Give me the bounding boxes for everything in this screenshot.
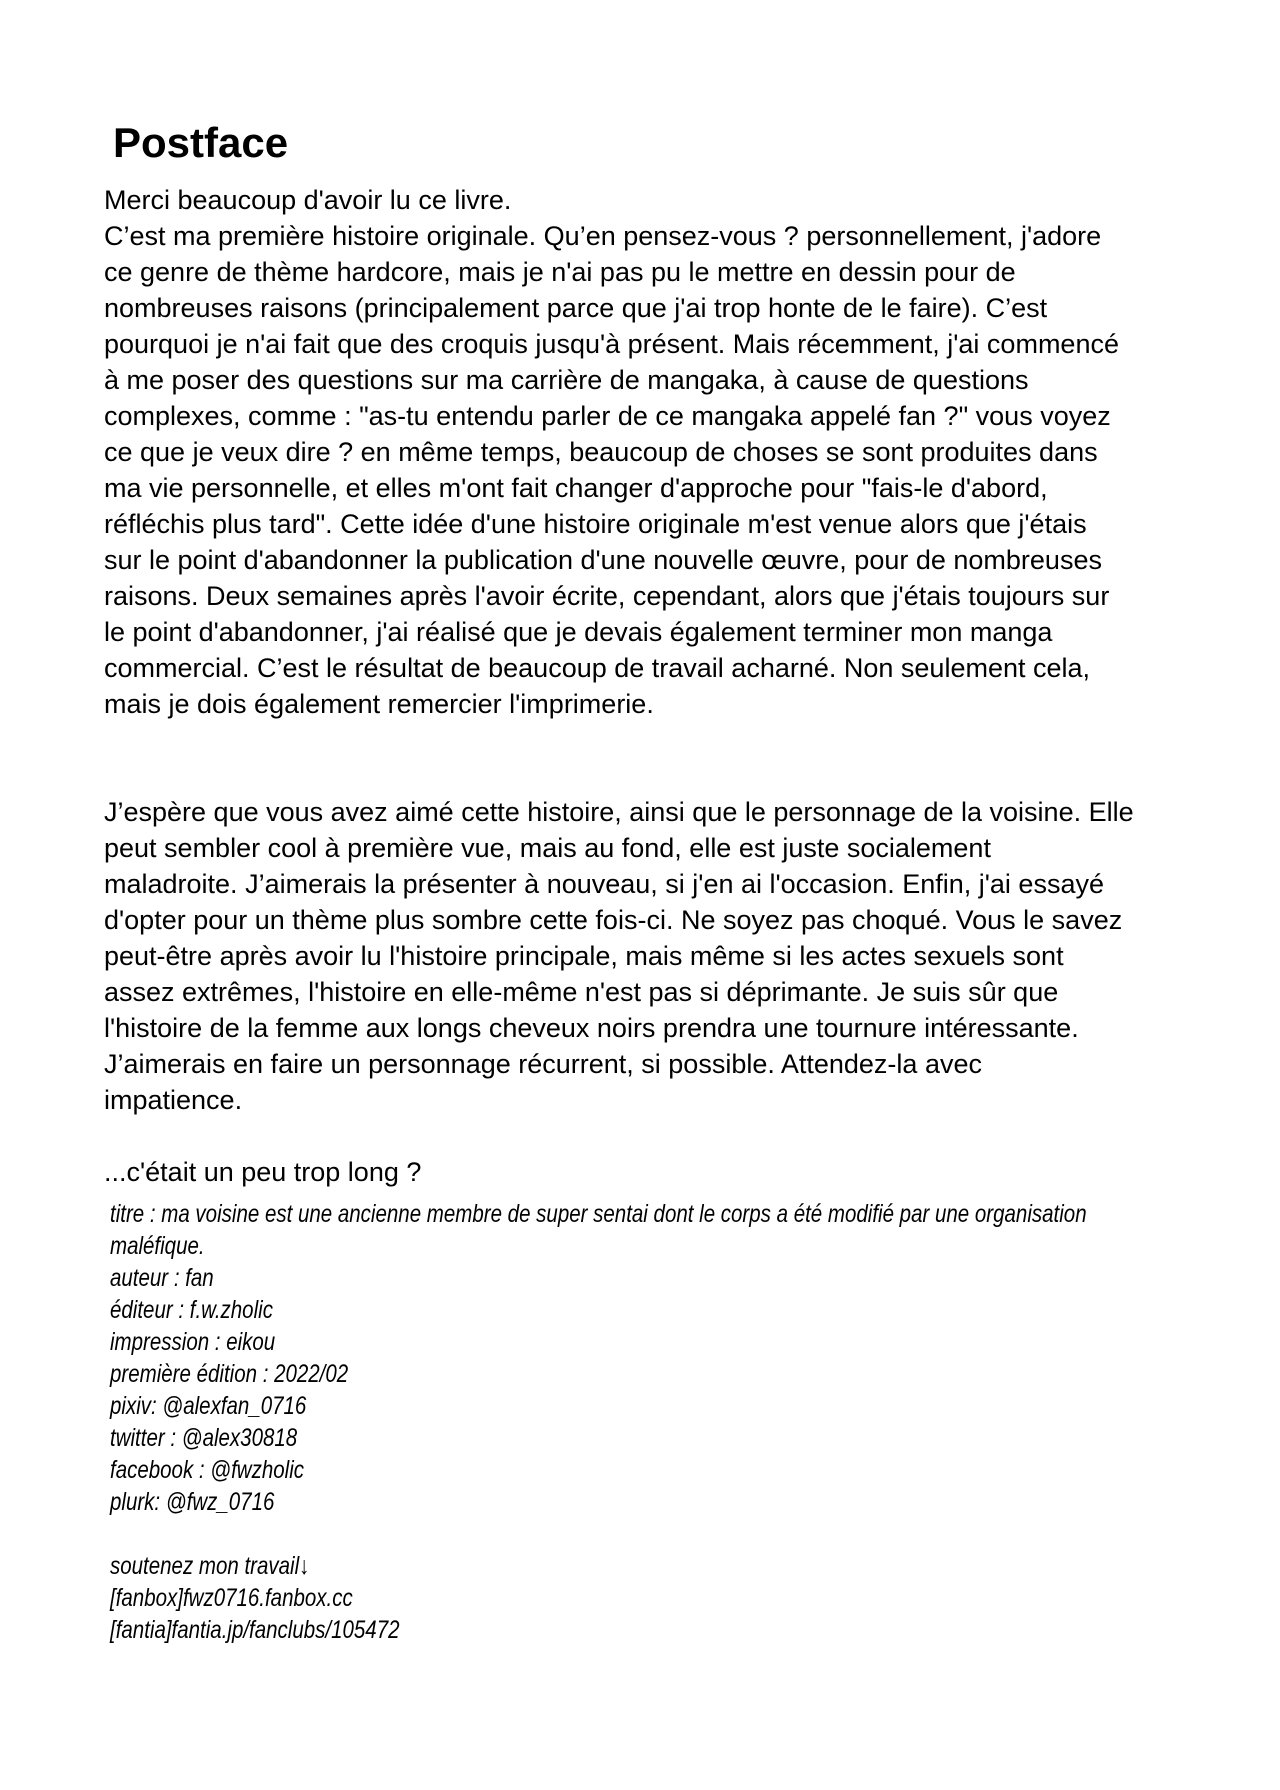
support-heading: soutenez mon travail↓ bbox=[110, 1552, 310, 1580]
text-line: peut sembler cool à première vue, mais au fond, elle est juste socialement bbox=[104, 833, 991, 863]
text-line: complexes, comme : "as-tu entendu parler de ce mangaka appelé fan ?" vous voyez bbox=[104, 401, 1111, 431]
credit-line-title: titre : ma voisine est une ancienne membre de super sentai dont le corps a été modifié par une organisation bbox=[110, 1200, 1087, 1228]
text-line: raisons. Deux semaines après l'avoir écrite, cependant, alors que j'étais toujours sur bbox=[104, 581, 1110, 611]
credit-line-facebook: facebook : @fwzholic bbox=[110, 1456, 305, 1484]
text-line: maladroite. J’aimerais la présenter à nouveau, si j'en ai l'occasion. Enfin, j'ai essayé bbox=[104, 869, 1104, 899]
text-line: pourquoi je n'ai fait que des croquis jusqu'à présent. Mais récemment, j'ai commencé bbox=[104, 329, 1119, 359]
text-line: Merci beaucoup d'avoir lu ce livre. bbox=[104, 185, 512, 215]
support-link-fanbox: [fanbox]fwz0716.fanbox.cc bbox=[110, 1584, 353, 1612]
text-line: impatience. bbox=[104, 1085, 243, 1115]
text-line: J’espère que vous avez aimé cette histoire, ainsi que le personnage de la voisine. Elle bbox=[104, 797, 1134, 827]
text-line: réfléchis plus tard". Cette idée d'une histoire originale m'est venue alors que j'étais bbox=[104, 509, 1087, 539]
page-title: Postface bbox=[113, 119, 289, 166]
text-line: à me poser des questions sur ma carrière de mangaka, à cause de questions bbox=[104, 365, 1029, 395]
text-line: J’aimerais en faire un personnage récurrent, si possible. Attendez-la avec bbox=[104, 1049, 982, 1079]
text-line: ce genre de thème hardcore, mais je n'ai pas pu le mettre en dessin pour de bbox=[104, 257, 1016, 287]
paragraph-1 bbox=[104, 182, 1250, 722]
credits-block bbox=[110, 1198, 1087, 1646]
support-block bbox=[110, 1550, 1045, 1646]
credit-line-editor: éditeur : f.w.zholic bbox=[110, 1296, 273, 1324]
credit-line-pixiv: pixiv: @alexfan_0716 bbox=[110, 1392, 307, 1420]
text-line: sur le point d'abandonner la publication d'une nouvelle œuvre, pour de nombreuses bbox=[104, 545, 1102, 575]
text-line: C’est ma première histoire originale. Qu’en pensez-vous ? personnellement, j'adore bbox=[104, 221, 1102, 251]
text-line: commercial. C’est le résultat de beaucoup de travail acharné. Non seulement cela, bbox=[104, 653, 1091, 683]
credit-line-printing: impression : eikou bbox=[110, 1328, 276, 1356]
text-line: l'histoire de la femme aux longs cheveux noirs prendra une tournure intéressante. bbox=[104, 1013, 1079, 1043]
support-link-fantia: [fantia]fantia.jp/fanclubs/105472 bbox=[110, 1616, 400, 1644]
text-line: ma vie personnelle, et elles m'ont fait changer d'approche pour "fais-le d'abord, bbox=[104, 473, 1048, 503]
text-line: peut-être après avoir lu l'histoire principale, mais même si les actes sexuels sont bbox=[104, 941, 1064, 971]
text-line: le point d'abandonner, j'ai réalisé que je devais également terminer mon manga bbox=[104, 617, 1053, 647]
text-line: mais je dois également remercier l'imprimerie. bbox=[104, 689, 654, 719]
credit-line-first-edition: première édition : 2022/02 bbox=[110, 1360, 349, 1388]
credit-line-author: auteur : fan bbox=[110, 1264, 214, 1292]
closing-question: ...c'était un peu trop long ? bbox=[104, 1157, 422, 1187]
credit-line-twitter: twitter : @alex30818 bbox=[110, 1424, 298, 1452]
text-line: nombreuses raisons (principalement parce que j'ai trop honte de le faire). C’est bbox=[104, 293, 1048, 323]
text-line: assez extrêmes, l'histoire en elle-même n'est pas si déprimante. Je suis sûr que bbox=[104, 977, 1059, 1007]
text-line: ce que je veux dire ? en même temps, beaucoup de choses se sont produites dans bbox=[104, 437, 1098, 467]
text-line: d'opter pour un thème plus sombre cette fois-ci. Ne soyez pas choqué. Vous le savez bbox=[104, 905, 1123, 935]
credits-list bbox=[110, 1198, 1087, 1518]
credit-line-plurk: plurk: @fwz_0716 bbox=[110, 1488, 275, 1516]
paragraph-2 bbox=[104, 794, 1250, 1118]
credit-line-title-wrap: maléfique. bbox=[110, 1232, 205, 1260]
